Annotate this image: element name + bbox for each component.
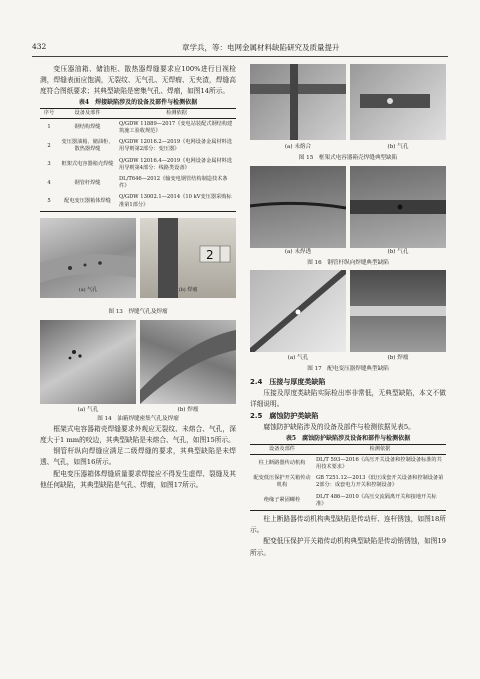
figure-13-caption: 图 13 焊缝气孔及焊瘤 [108,308,168,315]
table-cell: 1 [47,124,51,131]
paragraph: 压接及厚度类缺陷实际检出率非常低，无典型缺陷，本文不做详细说明。 [250,389,446,409]
table-cell: DL/T 486—2010《高压交流隔离开关和接地开关标准》 [314,492,446,511]
table-cell: DL/T646—2012《输变电钢管结构制造技术条件》 [119,176,228,190]
subfigure-label: (a) 气孔 [78,286,98,293]
figure-15-caption: 图 15 框架式电容器箱壳焊缝典型缺陷 [298,155,398,161]
running-title: 章学兵，等：电网金属材料缺陷研究及质量提升 [182,43,340,52]
figure-16-caption: 图 16 钢管杆纵向焊缝典型缺陷 [307,260,389,266]
svg-text:2: 2 [206,247,214,262]
table-cell: Q/GDW 13002.1—2014《10 kV变压器采购标准第1部分》 [117,192,236,211]
table-4 [40,108,236,212]
paragraph: 配变低压保护开关箱传动机构典型缺陷是传动销锈蚀，如图19所示。 [250,537,446,557]
table-row [250,473,446,491]
figure-15 [250,64,446,166]
pole-porosity-photo [350,166,446,248]
subfigure-label: (b) 焊瘤 [178,286,198,293]
table-cell: 配变低压保护开关箱传动机构 [253,475,311,489]
subfigure-label: (b) 气孔 [387,249,409,255]
paragraph: 框架式电容器箱壳焊缝要求外观应无裂纹、未熔合、气孔，深度大于1 mm的咬边，其典型缺陷是未熔合、气孔，如图15所示。 [40,424,236,445]
table-row [40,156,236,174]
tank-weld-bead-photo [140,320,236,404]
table-header: 设备及部件 [58,108,117,118]
table-header: 设备及部件 [250,444,314,454]
table-row [250,492,446,511]
table-row [40,118,236,137]
table-cell: GB 7251.12—2013《低压成套开关设备和控制设备第2部分：成套电力开关和控制设备》 [316,475,444,489]
subfigure-label: (b) 焊瘤 [387,355,409,361]
paragraph: 钢管杆纵向焊缝应满足二级焊缝的要求，其典型缺陷是未焊透、气孔，如图16所示。 [40,447,236,467]
table-cell: 配电变压器箱体焊缝 [58,192,117,211]
subfigure-label: (a) 未焊透 [284,249,312,255]
paragraph: 腐蚀防护缺陷涉及的设备及部件与检测依据见表5。 [263,423,415,432]
table-cell: 2 [47,142,51,149]
table-row [40,192,236,211]
table-row [40,174,236,192]
table-cell: 变压器油箱、储油柜、散热器焊缝 [61,139,114,153]
page-number: 432 [32,42,47,51]
right-column [250,64,446,559]
table-cell: Q/GDW 12016.4—2019《电网设备金属材料选用导则第4部分：线路类设备》 [119,157,233,171]
table-cell: 3 [47,161,51,168]
capacitor-porosity-photo [350,64,446,140]
paragraph: 配电变压器箱体焊缝质量要求焊接应不得发生虚焊、裂缝及其他任何缺陷，其典型缺陷是气孔、焊瘤，如图17所示。 [40,469,236,489]
distribution-weld-bead-photo [350,270,446,352]
section-heading: 2.5 腐蚀防护类缺陷 [250,412,319,421]
pole-lack-of-penetration-photo [250,166,346,248]
table-header: 检测依据 [117,108,236,118]
table-cell: DL/T 593—2016《高压开关设备和控制设备标准的共用技术要求》 [316,456,442,471]
table-cell: 柱上断路器传动机构 [258,460,306,467]
weld-bead-photo [140,218,236,298]
subfigure-label: (a) 气孔 [77,406,99,413]
table-cell: 框架式电容器箱壳焊缝 [61,161,114,168]
table-cell: 钢结构焊缝 [74,124,101,131]
table-5 [250,444,446,511]
subfigure-label: (a) 未熔合 [284,144,312,150]
table-header: 序号 [40,108,58,118]
table-4-caption: 表4 焊接缺陷涉及的设备及部件与检测依据 [78,98,198,106]
table-header: 检测依据 [314,444,446,454]
left-column [40,64,236,491]
figure-17 [250,270,446,376]
weld-porosity-photo [40,218,136,298]
table-row [40,137,236,155]
paragraph: 柱上断路器传动机构典型缺陷是传动杆、连杆锈蚀，如图18所示。 [250,515,446,535]
table-row [250,454,446,473]
subfigure-label: (a) 气孔 [287,355,309,361]
tank-porosity-photo [40,320,136,404]
table-cell: 绝缘子紧固螺栓 [250,492,314,511]
table-5-caption: 表5 腐蚀防护缺陷涉及设备和部件与检测依据 [285,434,411,442]
capacitor-weld-photo [250,64,346,140]
figure-17-caption: 图 17 配电变压器焊缝典型缺陷 [307,366,389,372]
paragraph: 变压器油箱、储油柜、散热器焊缝要求应100%进行目视检测，焊缝表面应饱满，无裂纹、无气孔、无焊瘤、无夹渣，焊缝高度符合图纸要求；其典型缺陷是密集气孔、焊瘤，如图14所示。 [40,65,236,96]
table-cell: Q/GDW 12016.2—2019《电网设备金属材料选用导则第2部分：变压器》 [119,139,233,153]
figure-14 [40,320,236,424]
page-header [32,42,448,57]
section-heading: 2.4 压接与厚度类缺陷 [250,378,326,386]
table-cell: 5 [40,192,58,211]
table-cell: 钢管杆焊缝 [74,179,101,186]
distribution-porosity-photo [250,270,346,352]
figure-16 [250,166,446,270]
figure-14-caption: 图 14 油箱焊缝密集气孔及焊瘤 [97,415,179,422]
figure-13 [40,218,236,318]
subfigure-label: (b) 焊瘤 [177,406,199,413]
table-cell: 4 [47,179,51,186]
subfigure-label: (b) 气孔 [387,144,409,150]
table-cell: Q/GDW 11889—2017《变电站装配式钢结构建筑施工验收规范》 [119,120,233,135]
